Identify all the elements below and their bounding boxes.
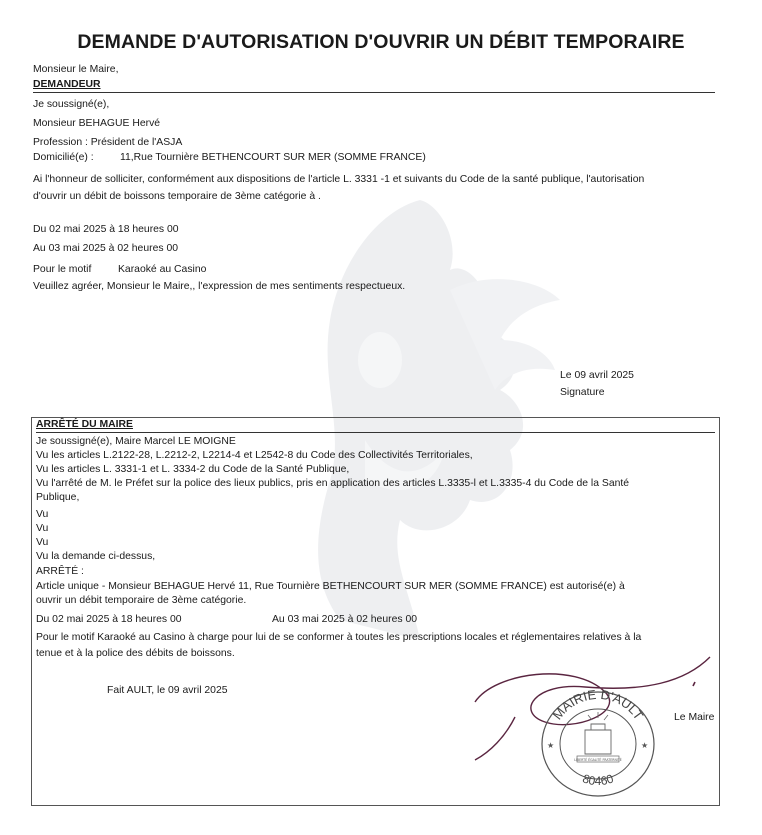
request-line-1: Ai l'honneur de solliciter, conformément aux dispositions de l'article L. 3331 -1 et suivants du Code de la santé publique, l'autorisation (33, 174, 645, 185)
le-maire-label: Le Maire (674, 712, 715, 723)
arrete-line: Vu l'arrêté de M. le Préfet sur la police des lieux publics, pris en application des articles L.3335-l et L.3335-4 du Code de la Santé (36, 478, 630, 489)
demandeur-domicile-value: 11,Rue Tournière BETHENCOURT SUR MER (SOMME FRANCE) (120, 152, 426, 163)
demandeur-heading: DEMANDEUR (33, 79, 101, 90)
request-from: Du 02 mai 2025 à 18 heures 00 (33, 224, 179, 235)
seal-ribbon: LIBERTÉ ÉGALITÉ FRATERNITÉ (574, 758, 622, 762)
seal-top-text: MAIRIE D'AULT (549, 688, 647, 723)
motif-value: Karaoké au Casino (118, 264, 207, 275)
demandeur-profession: Profession : Président de l'ASJA (33, 137, 183, 148)
mairie-seal (537, 688, 659, 800)
request-date: Le 09 avril 2025 (560, 370, 634, 381)
arrete-demande: Vu la demande ci-dessus, (36, 551, 156, 562)
demandeur-rule (33, 92, 715, 93)
motif-label: Pour le motif (33, 264, 92, 275)
page-title: DEMANDE D'AUTORISATION D'OUVRIR UN DÉBIT TEMPORAIRE (77, 31, 685, 53)
demandeur-intro: Je soussigné(e), (33, 99, 110, 110)
arrete-from: Du 02 mai 2025 à 18 heures 00 (36, 614, 182, 625)
arrete-rule (36, 432, 715, 433)
salutation: Monsieur le Maire, (33, 64, 119, 75)
arrete-to: Au 03 mai 2025 à 02 heures 00 (272, 614, 417, 625)
arrete-line: Je soussigné(e), Maire Marcel LE MOIGNE (36, 436, 236, 447)
arrete-motif-line-2: tenue et à la police des débits de boissons. (36, 648, 235, 659)
arrete-motif-line-1: Pour le motif Karaoké au Casino à charge pour lui de se conformer à toutes les prescriptions locales et réglementaires relatives à la (36, 632, 642, 643)
request-to: Au 03 mai 2025 à 02 heures 00 (33, 243, 178, 254)
svg-text:★: ★ (547, 741, 555, 750)
request-line-2: d'ouvrir un débit de boissons temporaire de 3ème catégorie à . (33, 191, 321, 202)
arrete-label: ARRÊTÉ : (36, 566, 84, 577)
article-line-1: Article unique - Monsieur BEHAGUE Hervé 11, Rue Tournière BETHENCOURT SUR MER (SOMME FRANCE) est autorisé(e) à (36, 581, 625, 592)
seal-bottom-text: 80460 (580, 771, 616, 789)
arrete-vu-1: Vu (36, 509, 49, 520)
signature-label: Signature (560, 387, 605, 398)
svg-text:80460 (581, 771, 616, 788)
fait-a: Fait AULT, le 09 avril 2025 (107, 685, 228, 696)
article-line-2: ouvrir un débit temporaire de 3ème catégorie. (36, 595, 247, 606)
arrete-line: Vu les articles L. 3331-1 et L. 3334-2 du Code de la Santé Publique, (36, 464, 350, 475)
demandeur-name: Monsieur BEHAGUE Hervé (33, 118, 161, 129)
arrete-vu-2: Vu (36, 523, 49, 534)
arrete-line: Vu les articles L.2122-28, L.2212-2, L2214-4 et L2542-8 du Code des Collectivités Territoriales, (36, 450, 473, 461)
arrete-vu-3: Vu (36, 537, 49, 548)
arrete-line: Publique, (36, 492, 80, 503)
arrete-heading: ARRÊTÉ DU MAIRE (36, 419, 133, 430)
svg-text:★: ★ (641, 741, 649, 750)
demandeur-domicile-label: Domicilié(e) : (33, 152, 94, 163)
closing-formula: Veuillez agréer, Monsieur le Maire,, l'expression de mes sentiments respectueux. (33, 281, 406, 292)
